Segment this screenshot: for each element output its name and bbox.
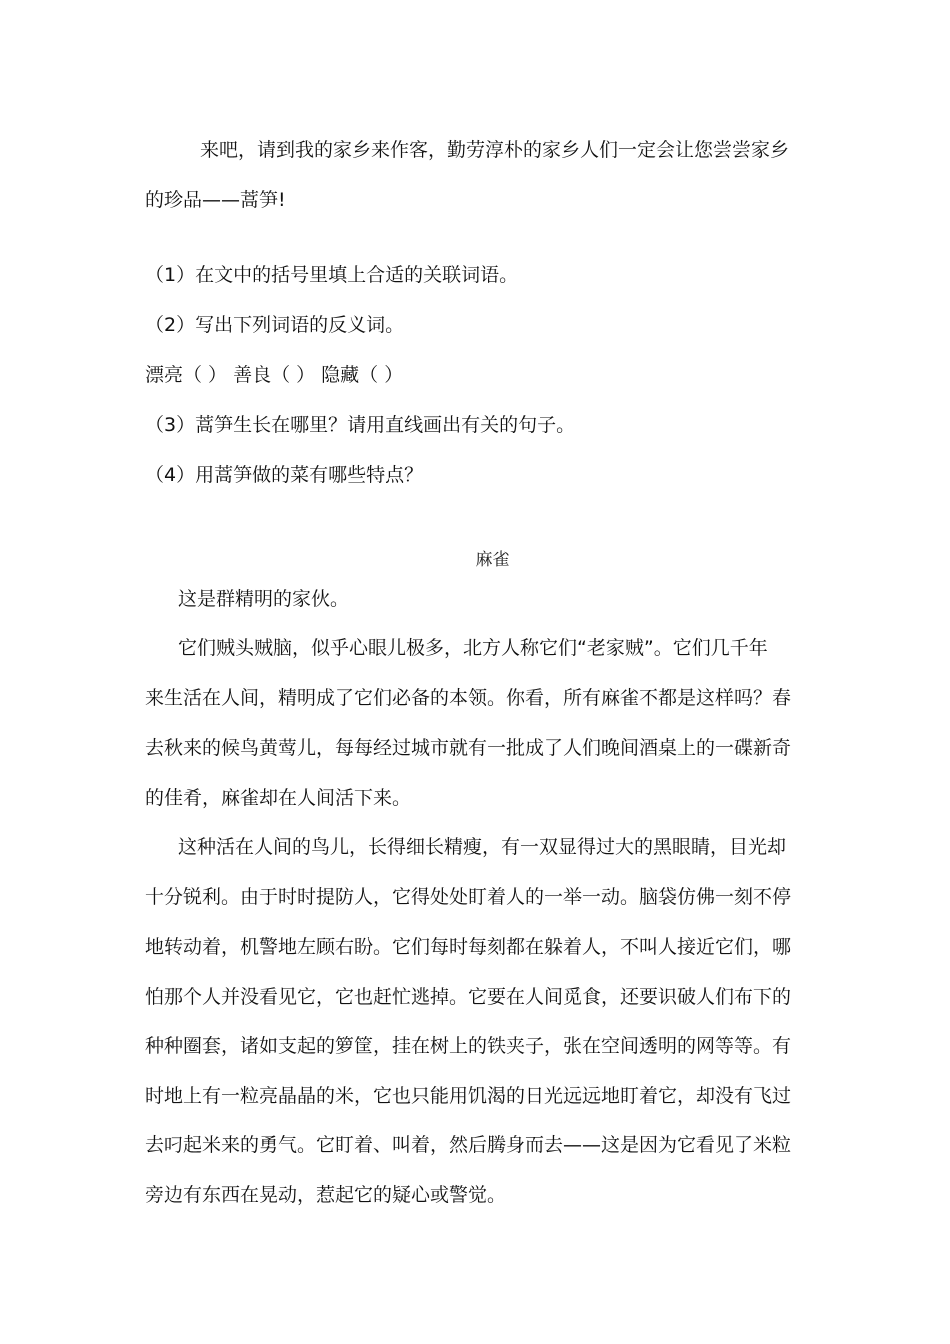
article-line: 种种圈套，诸如支起的箩筐，挂在树上的铁夹子，张在空间透明的网等等。有 (145, 1035, 792, 1057)
article-line: 这种活在人间的鸟儿，长得细长精瘦，有一双显得过大的黑眼睛，目光却 (178, 836, 787, 858)
question-4: （4）用蒿笋做的菜有哪些特点？ (145, 464, 424, 486)
article-line: 它们贼头贼脑，似乎心眼儿极多，北方人称它们“老家贼”。它们几千年 (178, 637, 768, 659)
intro-line-1: 来吧，请到我的家乡来作客，勤劳淳朴的家乡人们一定会让您尝尝家乡 (200, 139, 790, 161)
article-line: 这是群精明的家伙。 (178, 588, 350, 610)
article-line: 地转动着，机警地左顾右盼。它们每时每刻都在躲着人，不叫人接近它们，哪 (145, 936, 792, 958)
question-2: （2）写出下列词语的反义词。 (145, 314, 405, 336)
question-2-words: 漂亮（ ） 善良（ ） 隐藏（ ） (145, 364, 404, 386)
article-line: 来生活在人间，精明成了它们必备的本领。你看，所有麻雀不都是这样吗？春 (145, 687, 792, 709)
article-line: 时地上有一粒亮晶晶的米，它也只能用饥渴的日光远远地盯着它，却没有飞过 (145, 1085, 792, 1107)
article-line: 的佳肴，麻雀却在人间活下来。 (145, 787, 412, 809)
intro-line-2: 的珍品——蒿笋! (145, 189, 286, 211)
article-line: 怕那个人并没看见它，它也赶忙逃掉。它要在人间觅食，还要识破人们布下的 (145, 986, 792, 1008)
article-line: 去秋来的候鸟黄莺儿，每每经过城市就有一批成了人们晚间酒桌上的一碟新奇 (145, 737, 792, 759)
question-3: （3）蒿笋生长在哪里？请用直线画出有关的句子。 (145, 414, 576, 436)
question-1: （1）在文中的括号里填上合适的关联词语。 (145, 264, 519, 286)
article-line: 旁边有东西在晃动，惹起它的疑心或警觉。 (145, 1184, 507, 1206)
article-title: 麻雀 (475, 550, 510, 570)
article-line: 去叼起米来的勇气。它盯着、叫着，然后腾身而去——这是因为它看见了米粒 (145, 1134, 792, 1156)
article-line: 十分锐利。由于时时提防人，它得处处盯着人的一举一动。脑袋仿佛一刻不停 (145, 886, 792, 908)
